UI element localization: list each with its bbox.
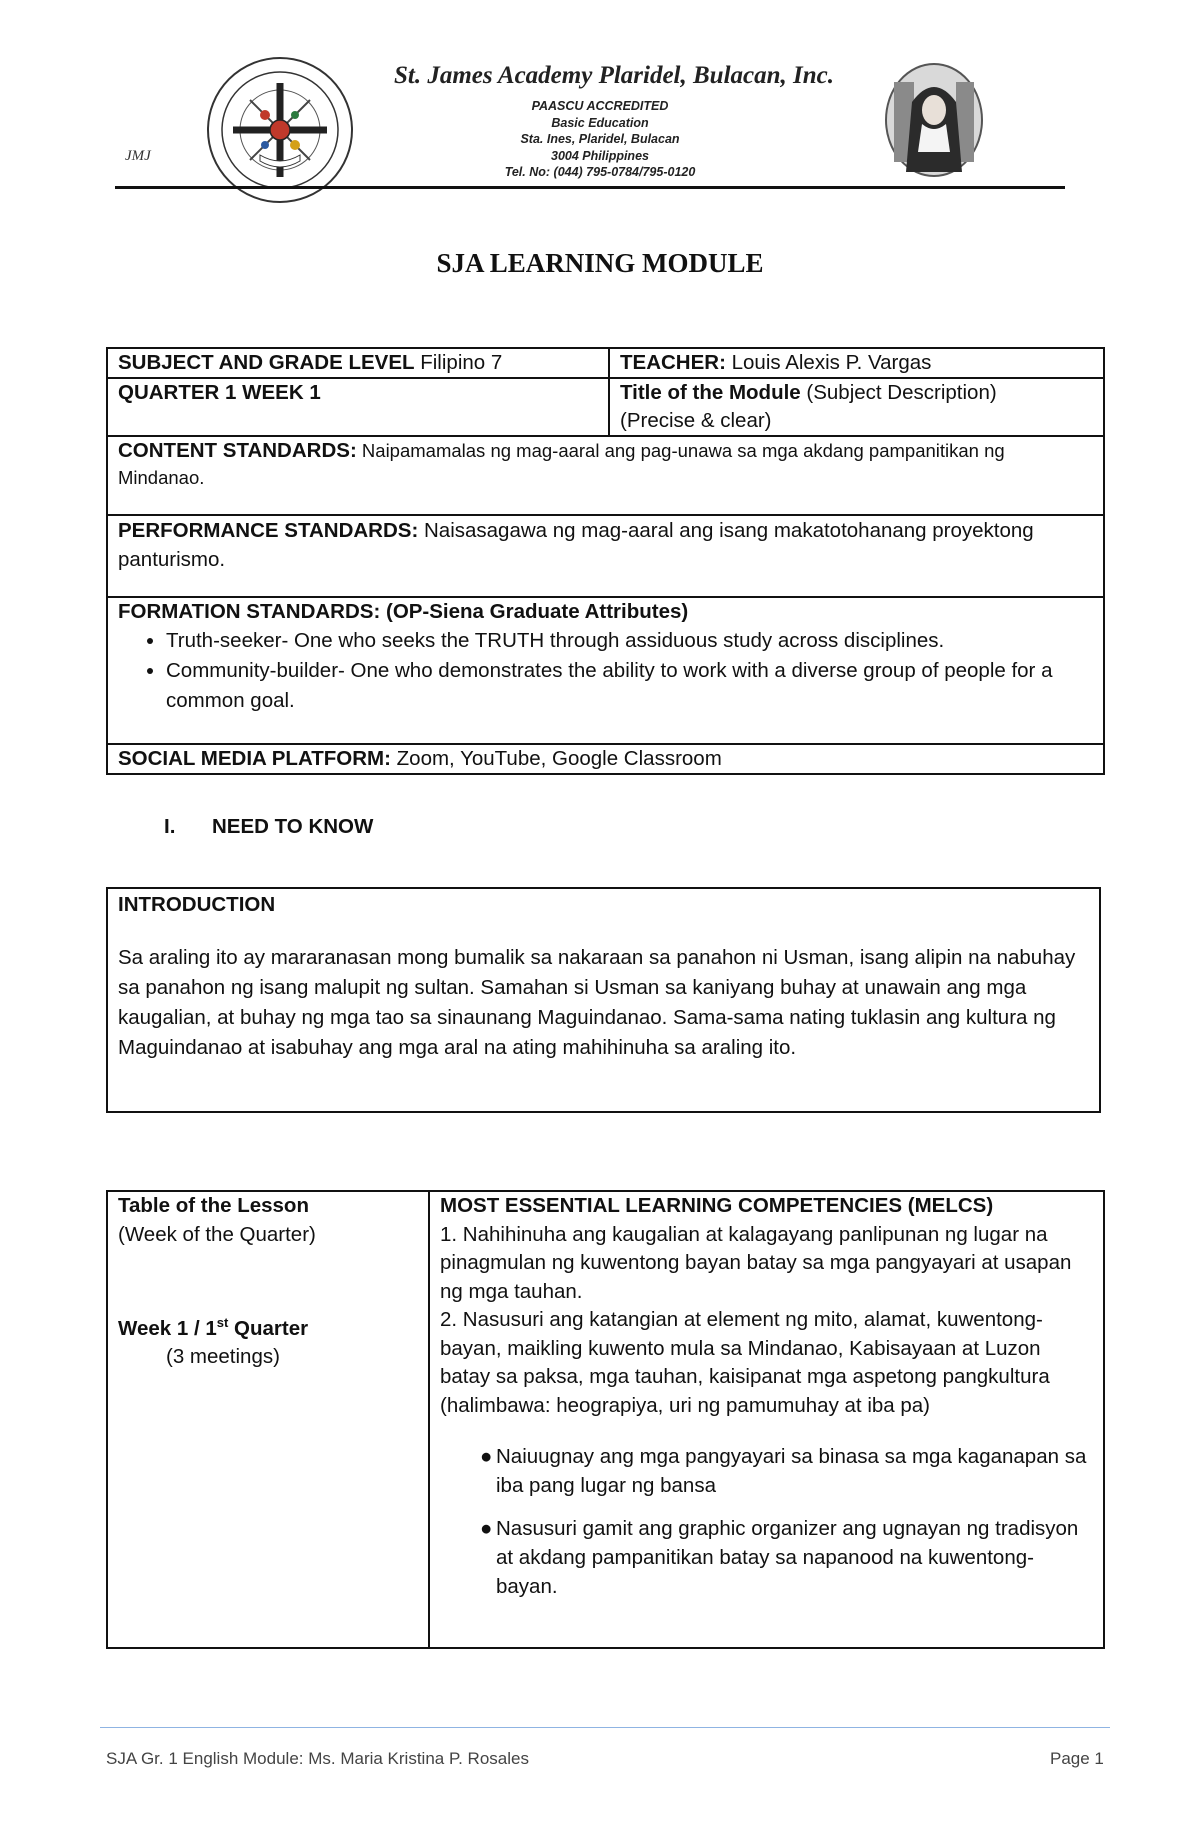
melcs-label: MOST ESSENTIAL LEARNING COMPETENCIES (MELCS)	[440, 1194, 994, 1217]
week-of-quarter: (Week of the Quarter)	[118, 1222, 316, 1246]
postal: 3004 Philippines	[551, 148, 649, 163]
week-quarter: Quarter	[228, 1316, 309, 1340]
department: Basic Education	[551, 115, 649, 130]
social-media-label: SOCIAL MEDIA PLATFORM:	[118, 747, 391, 770]
teacher-label: TEACHER:	[620, 351, 726, 374]
school-info	[440, 98, 760, 181]
subject-cell	[107, 348, 609, 378]
formation-standards-label: FORMATION STANDARDS: (OP-Siena Graduate Attributes)	[118, 600, 689, 623]
social-media-value: Zoom, YouTube, Google Classroom	[396, 747, 722, 770]
module-info-table	[106, 347, 1105, 775]
content-standards-cell	[107, 436, 1104, 515]
social-media-cell	[107, 744, 1104, 774]
melc-bullets	[440, 1442, 1093, 1601]
jmj-mark: JMJ	[125, 148, 151, 164]
introduction-label: INTRODUCTION	[118, 893, 276, 916]
formation-standards-cell	[107, 597, 1104, 744]
melc-bullet-item	[440, 1514, 1093, 1601]
formation-list	[118, 626, 1093, 716]
table-of-lesson-label: Table of the Lesson	[118, 1194, 309, 1217]
melcs-cell	[429, 1191, 1104, 1648]
melc-1: 1. Nahihinuha ang kaugalian at kalagayang panlipunan ng lugar na pinagmulan ng kuwentong bayan batay sa mga pangyayari at usapan ng mga tauhan.	[440, 1222, 1072, 1303]
bullet-dot-icon: ●	[480, 1517, 493, 1540]
week-label	[118, 1309, 418, 1343]
performance-standards-label: PERFORMANCE STANDARDS:	[118, 519, 419, 542]
meetings: (3 meetings)	[166, 1345, 280, 1369]
week-sup: st	[216, 1315, 229, 1330]
footer-rule	[100, 1727, 1110, 1728]
formation-item: • Community-builder- One who demonstrates the ability to work with a diverse group of people for a common goal.	[166, 656, 1093, 716]
address: Sta. Ines, Plaridel, Bulacan	[520, 132, 680, 146]
module-title: SJA LEARNING MODULE	[436, 248, 764, 278]
formation-item: • Truth-seeker- One who seeks the TRUTH through assiduous study across disciplines.	[166, 626, 1093, 656]
performance-standards-cell	[107, 515, 1104, 597]
portrait-image	[884, 62, 984, 178]
introduction-text: Sa araling ito ay mararanasan mong bumalik sa nakaraan sa panahon ni Usman, isang alipin na nabuhay sa panahon ng isang malupit ng sultan. Samahan si Usman sa kaniyang buhay at unawain ang mga kaugalian, at buhay ng mga tao sa sinaunang Maguindanao. Sama-sama nating tuklasin ang kultura ng Maguindanao at isabuhay ang mga aral na ating mahihinuha sa araling ito.	[118, 946, 1076, 1059]
introduction-box	[106, 887, 1101, 1113]
quarter-cell	[107, 378, 609, 436]
quarter-label: QUARTER 1 WEEK 1	[118, 381, 321, 404]
module-title-note: (Precise & clear)	[620, 409, 772, 432]
section-title: NEED TO KNOW	[212, 815, 374, 838]
teacher-value: Louis Alexis P. Vargas	[731, 351, 932, 374]
performance-standards-text: Naisasagawa ng mag-aaral ang isang makatotohanang proyektong panturismo.	[118, 519, 1034, 571]
lesson-table	[106, 1190, 1105, 1649]
melc-2: 2. Nasusuri ang katangian at element ng mito, alamat, kuwentong-bayan, maikling kuwento mula sa Mindanao, Kabisayaan at Luzon batay sa paksa, mga tauhan, kaisipanat mga aspetong pangkultura (halimbawa: heograpiya, uri ng pamumuhay at iba pa)	[440, 1308, 1050, 1417]
header-rule	[115, 186, 1065, 189]
lesson-info-cell	[107, 1191, 429, 1648]
melc-bullet-item	[440, 1442, 1093, 1500]
bullet-text: Nasusuri gamit ang graphic organizer ang ugnayan ng tradisyon at akdang pampanitikan batay sa napanood na kuwentong-bayan.	[496, 1517, 1079, 1598]
module-title-cell	[609, 378, 1104, 436]
section-need-to-know	[164, 815, 373, 839]
module-title-desc: (Subject Description)	[806, 381, 997, 404]
telephone: Tel. No: (044) 795-0784/795-0120	[504, 165, 696, 179]
page-number: Page 1	[1050, 1749, 1104, 1768]
section-number: I.	[164, 815, 176, 838]
module-title-label: Title of the Module	[620, 381, 801, 404]
subject-value: Filipino 7	[420, 351, 503, 374]
bullet-dot-icon: ●	[480, 1445, 493, 1468]
teacher-cell	[609, 348, 1104, 378]
school-seal-logo	[205, 55, 355, 205]
school-name: St. James Academy Plaridel, Bulacan, Inc.	[393, 62, 835, 89]
bullet-text: Naiuugnay ang mga pangyayari sa binasa sa mga kaganapan sa iba pang lugar ng bansa	[496, 1445, 1087, 1497]
content-standards-text: Naipamamalas ng mag-aaral ang pag-unawa sa mga akdang pampanitikan ng Mindanao.	[118, 440, 1005, 488]
accreditation: PAASCU ACCREDITED	[531, 99, 669, 113]
subject-label: SUBJECT AND GRADE LEVEL	[118, 351, 415, 374]
week-text: Week 1 / 1	[118, 1316, 217, 1340]
content-standards-label: CONTENT STANDARDS:	[118, 439, 357, 462]
footer-text: SJA Gr. 1 English Module: Ms. Maria Kristina P. Rosales	[106, 1749, 529, 1768]
